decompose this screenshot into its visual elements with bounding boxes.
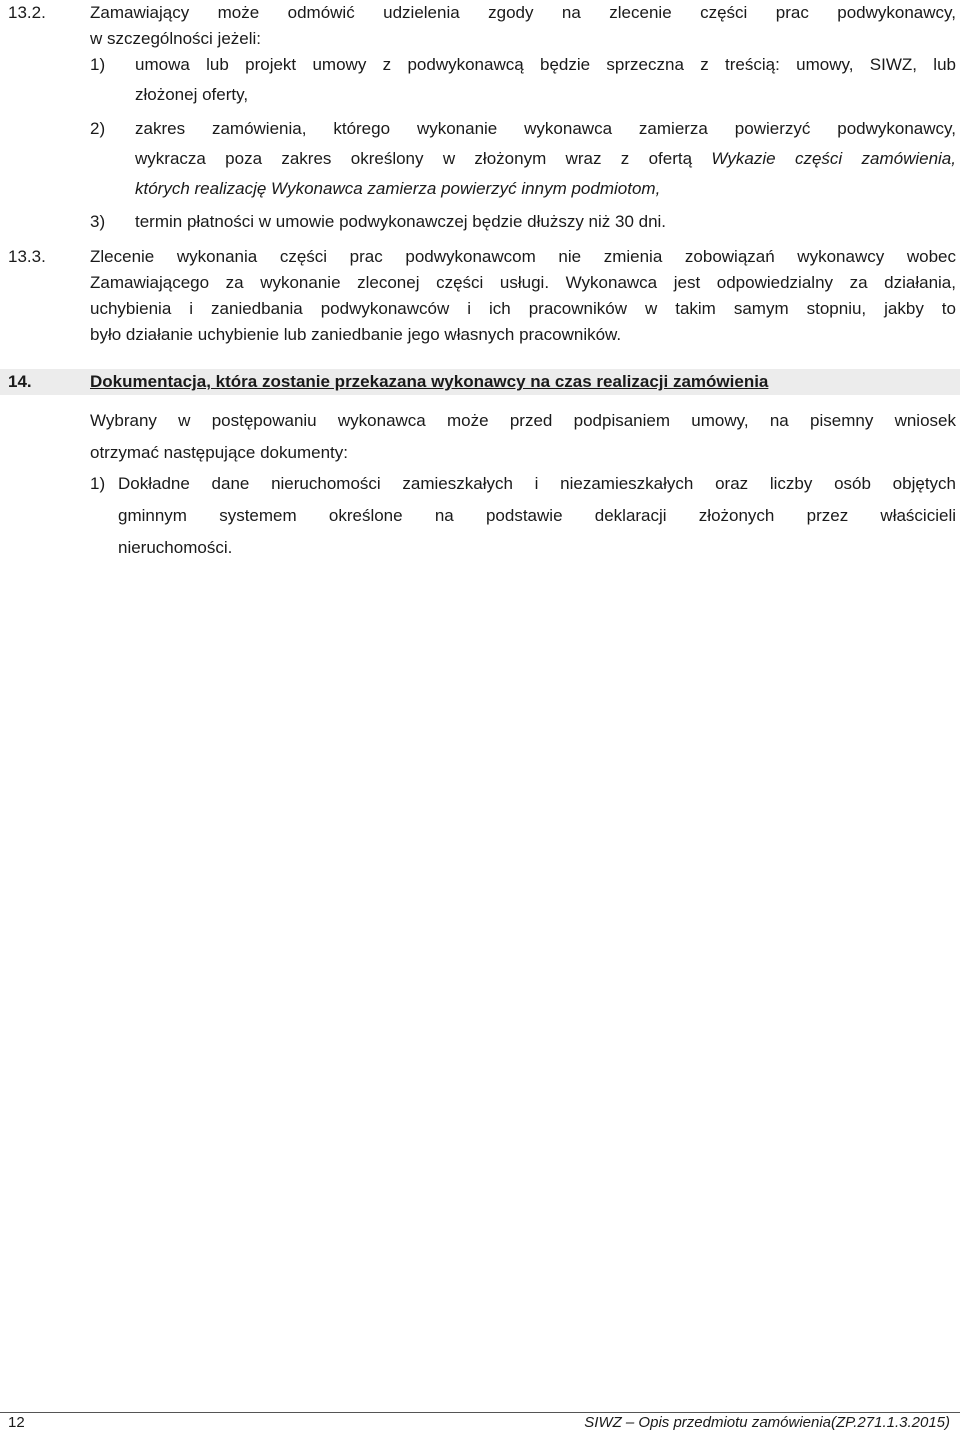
list-item-number: 1) bbox=[90, 474, 106, 493]
list-item-number: 2) bbox=[90, 119, 106, 138]
section-title: Dokumentacja, która zostanie przekazana wykonawcy na czas realizacji zamówienia bbox=[90, 372, 769, 391]
list-item-number: 3) bbox=[90, 212, 106, 231]
text-line: zakres zamówienia, którego wykonanie wykonawca zamierza powierzyć podwykonawcy, bbox=[135, 119, 956, 138]
page-number: 12 bbox=[8, 1414, 25, 1431]
text-line: było działanie uchybienie lub zaniedbanie jego własnych pracowników. bbox=[90, 325, 622, 344]
text-line: umowa lub projekt umowy z podwykonawcą będzie sprzeczna z treścią: umowy, SIWZ, lub bbox=[135, 55, 956, 74]
text-run: wykracza poza zakres określony w złożonym wraz z ofertą bbox=[135, 149, 712, 168]
text-line: Zamawiający może odmówić udzielenia zgody na zlecenie części prac podwykonawcy, bbox=[90, 3, 956, 22]
list-item bbox=[90, 114, 956, 204]
paragraph-13-3 bbox=[90, 244, 956, 348]
section-number-13-3: 13.3. bbox=[8, 247, 46, 266]
text-line: Wybrany w postępowaniu wykonawca może przed podpisaniem umowy, na pisemny wniosek bbox=[90, 411, 956, 430]
section-number-14: 14. bbox=[8, 372, 32, 391]
list-item bbox=[90, 207, 956, 237]
list-item bbox=[90, 50, 956, 110]
footer-document-title: SIWZ – Opis przedmiotu zamówienia(ZP.271.1.3.2015) bbox=[584, 1414, 950, 1431]
italic-text-line: których realizację Wykonawca zamierza powierzyć innym podmiotom, bbox=[135, 179, 661, 198]
paragraph-13-2 bbox=[90, 0, 956, 52]
list-item bbox=[90, 468, 956, 564]
text-line: Zlecenie wykonania części prac podwykonawcom nie zmienia zobowiązań wykonawcy wobec bbox=[90, 247, 956, 266]
text-line: uchybienia i zaniedbania podwykonawców i ich pracowników w takim samym stopniu, jakby to bbox=[90, 299, 956, 318]
text-line: gminnym systemem określone na podstawie deklaracji złożonych przez właścicieli bbox=[118, 506, 956, 525]
list-item-number: 1) bbox=[90, 55, 106, 74]
text-line bbox=[135, 144, 956, 174]
text-line: w szczególności jeżeli: bbox=[90, 29, 262, 48]
text-line: otrzymać następujące dokumenty: bbox=[90, 443, 348, 462]
section-number-13-2: 13.2. bbox=[8, 3, 46, 22]
text-line: Zamawiającego za wykonanie zleconej części usługi. Wykonawca jest odpowiedzialny za działania, bbox=[90, 273, 956, 292]
text-line: złożonej oferty, bbox=[135, 85, 249, 104]
text-line: Dokładne dane nieruchomości zamieszkałych i niezamieszkałych oraz liczby osób objętych bbox=[118, 474, 956, 493]
footer-divider bbox=[0, 1412, 960, 1413]
text-line: termin płatności w umowie podwykonawczej będzie dłuższy niż 30 dni. bbox=[135, 212, 667, 231]
text-line: nieruchomości. bbox=[118, 538, 233, 557]
paragraph-14-intro bbox=[90, 405, 956, 469]
italic-text: Wykazie części zamówienia, bbox=[711, 149, 956, 168]
